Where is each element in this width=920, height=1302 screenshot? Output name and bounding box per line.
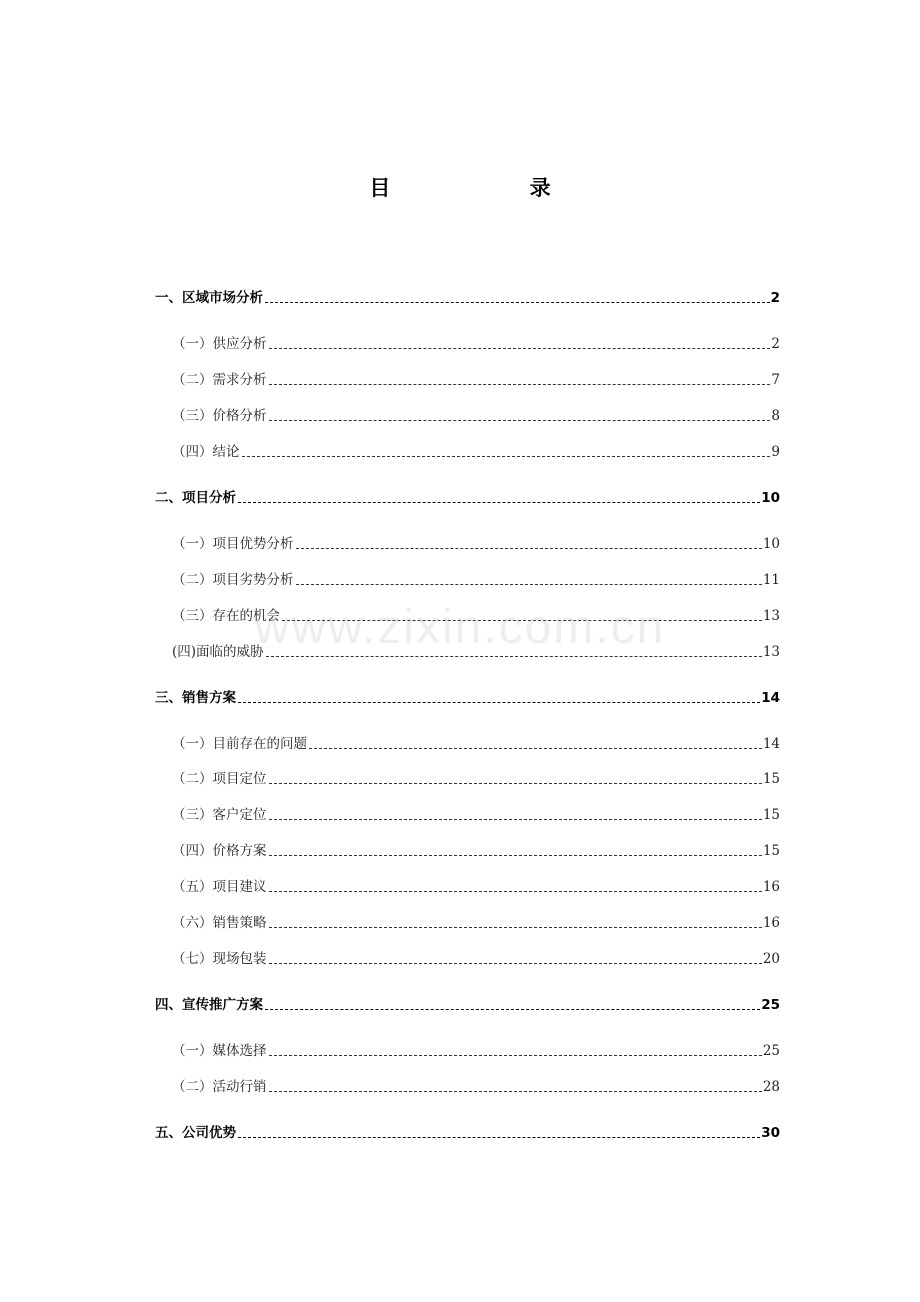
toc-entry-page-number: 14 [761, 690, 780, 706]
toc-leader-dashes [269, 963, 762, 964]
toc-leader-dashes [269, 819, 762, 820]
toc-entry[interactable] [172, 605, 780, 625]
toc-entry-label: （二）项目定位 [172, 771, 267, 787]
toc-entry-page-number: 16 [762, 915, 780, 931]
toc-entry-label: （六）销售策略 [172, 915, 267, 931]
toc-entry[interactable] [172, 733, 780, 753]
toc-leader-dashes [238, 702, 760, 703]
toc-entry[interactable] [172, 369, 780, 389]
toc-entry-label: (四)面临的威胁 [172, 644, 264, 660]
toc-entry[interactable] [155, 287, 780, 307]
toc-entry[interactable] [172, 804, 780, 824]
toc-entry[interactable] [172, 948, 780, 968]
toc-entry[interactable] [155, 487, 780, 507]
toc-entry[interactable] [172, 641, 780, 661]
toc-entry-page-number: 9 [771, 444, 780, 460]
toc-entry-label: 二、项目分析 [155, 490, 236, 506]
toc-entry-page-number: 13 [762, 644, 780, 660]
toc-entry[interactable] [172, 405, 780, 425]
toc-leader-dashes [242, 456, 771, 457]
toc-title: 目 录 [369, 176, 617, 200]
toc-entry-label: （五）项目建议 [172, 879, 267, 895]
toc-entry-page-number: 10 [762, 536, 780, 552]
toc-leader-dashes [309, 748, 762, 749]
toc-entry[interactable] [155, 1122, 780, 1142]
toc-entry-page-number: 10 [761, 490, 780, 506]
toc-entry[interactable] [155, 994, 780, 1014]
toc-entry[interactable] [172, 1076, 780, 1096]
toc-entry[interactable] [172, 912, 780, 932]
toc-entry[interactable] [172, 876, 780, 896]
toc-leader-dashes [238, 502, 760, 503]
toc-entry-label: （七）现场包装 [172, 951, 267, 967]
toc-entry-page-number: 14 [762, 736, 780, 752]
toc-leader-dashes [269, 384, 771, 385]
toc-leader-dashes [269, 891, 762, 892]
toc-entry-page-number: 15 [762, 843, 780, 859]
toc-leader-dashes [269, 420, 771, 421]
toc-leader-dashes [296, 548, 762, 549]
toc-entry-page-number: 25 [762, 1043, 780, 1059]
toc-leader-dashes [265, 302, 770, 303]
toc-entry-label: （三）客户定位 [172, 807, 267, 823]
toc-leader-dashes [296, 584, 762, 585]
toc-leader-dashes [265, 1009, 760, 1010]
toc-entry-label: 四、宣传推广方案 [155, 997, 263, 1013]
toc-entry-page-number: 15 [762, 771, 780, 787]
toc-entry-label: （四）价格方案 [172, 843, 267, 859]
toc-leader-dashes [269, 1091, 762, 1092]
toc-entry-page-number: 28 [762, 1079, 780, 1095]
toc-entry-label: （一）项目优势分析 [172, 536, 294, 552]
toc-entry-page-number: 8 [771, 408, 780, 424]
toc-entry-label: （二）活动行销 [172, 1079, 267, 1095]
toc-entry[interactable] [155, 687, 780, 707]
toc-entry-label: （二）项目劣势分析 [172, 572, 294, 588]
toc-entry-label: （一）供应分析 [172, 336, 267, 352]
toc-entry-page-number: 11 [762, 572, 780, 588]
toc-entry-page-number: 7 [771, 372, 780, 388]
toc-entry-page-number: 16 [762, 879, 780, 895]
toc-entry-page-number: 2 [770, 290, 780, 306]
toc-entry[interactable] [172, 441, 780, 461]
toc-entry-page-number: 25 [761, 997, 780, 1013]
toc-entry-label: （一）媒体选择 [172, 1043, 267, 1059]
toc-entry-label: （一）目前存在的问题 [172, 736, 307, 752]
toc-entry-page-number: 13 [762, 608, 780, 624]
toc-entry-label: （三）价格分析 [172, 408, 267, 424]
toc-entry-label: （四）结论 [172, 444, 240, 460]
toc-entry-page-number: 20 [762, 951, 780, 967]
toc-entry-page-number: 30 [761, 1125, 780, 1141]
toc-entry[interactable] [172, 533, 780, 553]
watermark: www.zixin.com.cn [254, 601, 666, 654]
toc-entry[interactable] [172, 333, 780, 353]
toc-leader-dashes [266, 656, 762, 657]
toc-entry[interactable] [172, 768, 780, 788]
toc-leader-dashes [269, 348, 771, 349]
toc-entry-page-number: 15 [762, 807, 780, 823]
toc-leader-dashes [269, 783, 762, 784]
toc-leader-dashes [269, 1055, 762, 1056]
toc-entry-label: （三）存在的机会 [172, 608, 280, 624]
toc-entry[interactable] [172, 569, 780, 589]
toc-entry-page-number: 2 [771, 336, 780, 352]
toc-leader-dashes [282, 620, 762, 621]
toc-entry-label: 五、公司优势 [155, 1125, 236, 1141]
toc-leader-dashes [269, 855, 762, 856]
toc-entry-label: （二）需求分析 [172, 372, 267, 388]
toc-leader-dashes [238, 1137, 760, 1138]
toc-entry-label: 三、销售方案 [155, 690, 236, 706]
toc-entry[interactable] [172, 840, 780, 860]
toc-entry-label: 一、区域市场分析 [155, 290, 263, 306]
toc-entry[interactable] [172, 1040, 780, 1060]
toc-leader-dashes [269, 927, 762, 928]
